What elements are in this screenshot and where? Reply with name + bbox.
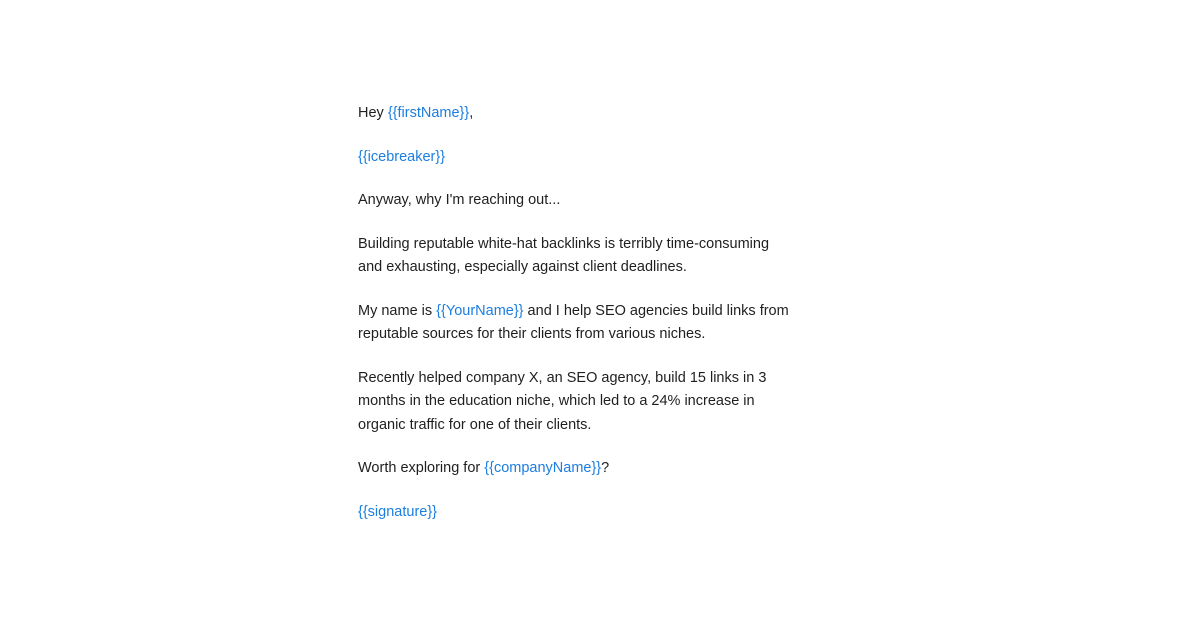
pitch-paragraph — [358, 300, 798, 347]
pitch-suffix: and I help SEO agencies build links from — [523, 302, 789, 319]
greeting-suffix: , — [469, 105, 474, 121]
cta-suffix: ? — [601, 460, 610, 476]
your-name-variable: {{YourName}} — [436, 302, 524, 319]
intro-paragraph — [358, 189, 798, 213]
cta-prefix: Worth exploring for — [358, 460, 485, 476]
problem-line-2: and exhausting, especially against client deadlines. — [358, 259, 687, 275]
signature-paragraph — [358, 501, 798, 525]
case-study-paragraph — [358, 367, 798, 438]
problem-paragraph — [358, 233, 798, 280]
problem-line-1: Building reputable white-hat backlinks is terribly time-consuming — [358, 235, 770, 252]
pitch-prefix: My name is — [358, 302, 437, 319]
case-study-line-1: Recently helped company X, an SEO agency, build 15 links in 3 — [358, 369, 767, 386]
cta-paragraph — [358, 457, 798, 481]
company-name-variable: {{companyName}} — [484, 460, 602, 476]
email-body — [358, 102, 798, 544]
icebreaker-variable: {{icebreaker}} — [358, 148, 446, 165]
intro-text: Anyway, why I'm reaching out... — [358, 192, 561, 208]
first-name-variable: {{firstName}} — [387, 105, 470, 121]
pitch-line-2: reputable sources for their clients from various niches. — [358, 326, 706, 342]
icebreaker-paragraph — [358, 146, 798, 170]
greeting-paragraph — [358, 102, 798, 126]
greeting-prefix: Hey — [358, 105, 388, 121]
case-study-line-2: months in the education niche, which led to a 24% increase in — [358, 393, 755, 409]
signature-variable: {{signature}} — [358, 503, 438, 520]
case-study-line-3: organic traffic for one of their clients. — [358, 416, 592, 433]
